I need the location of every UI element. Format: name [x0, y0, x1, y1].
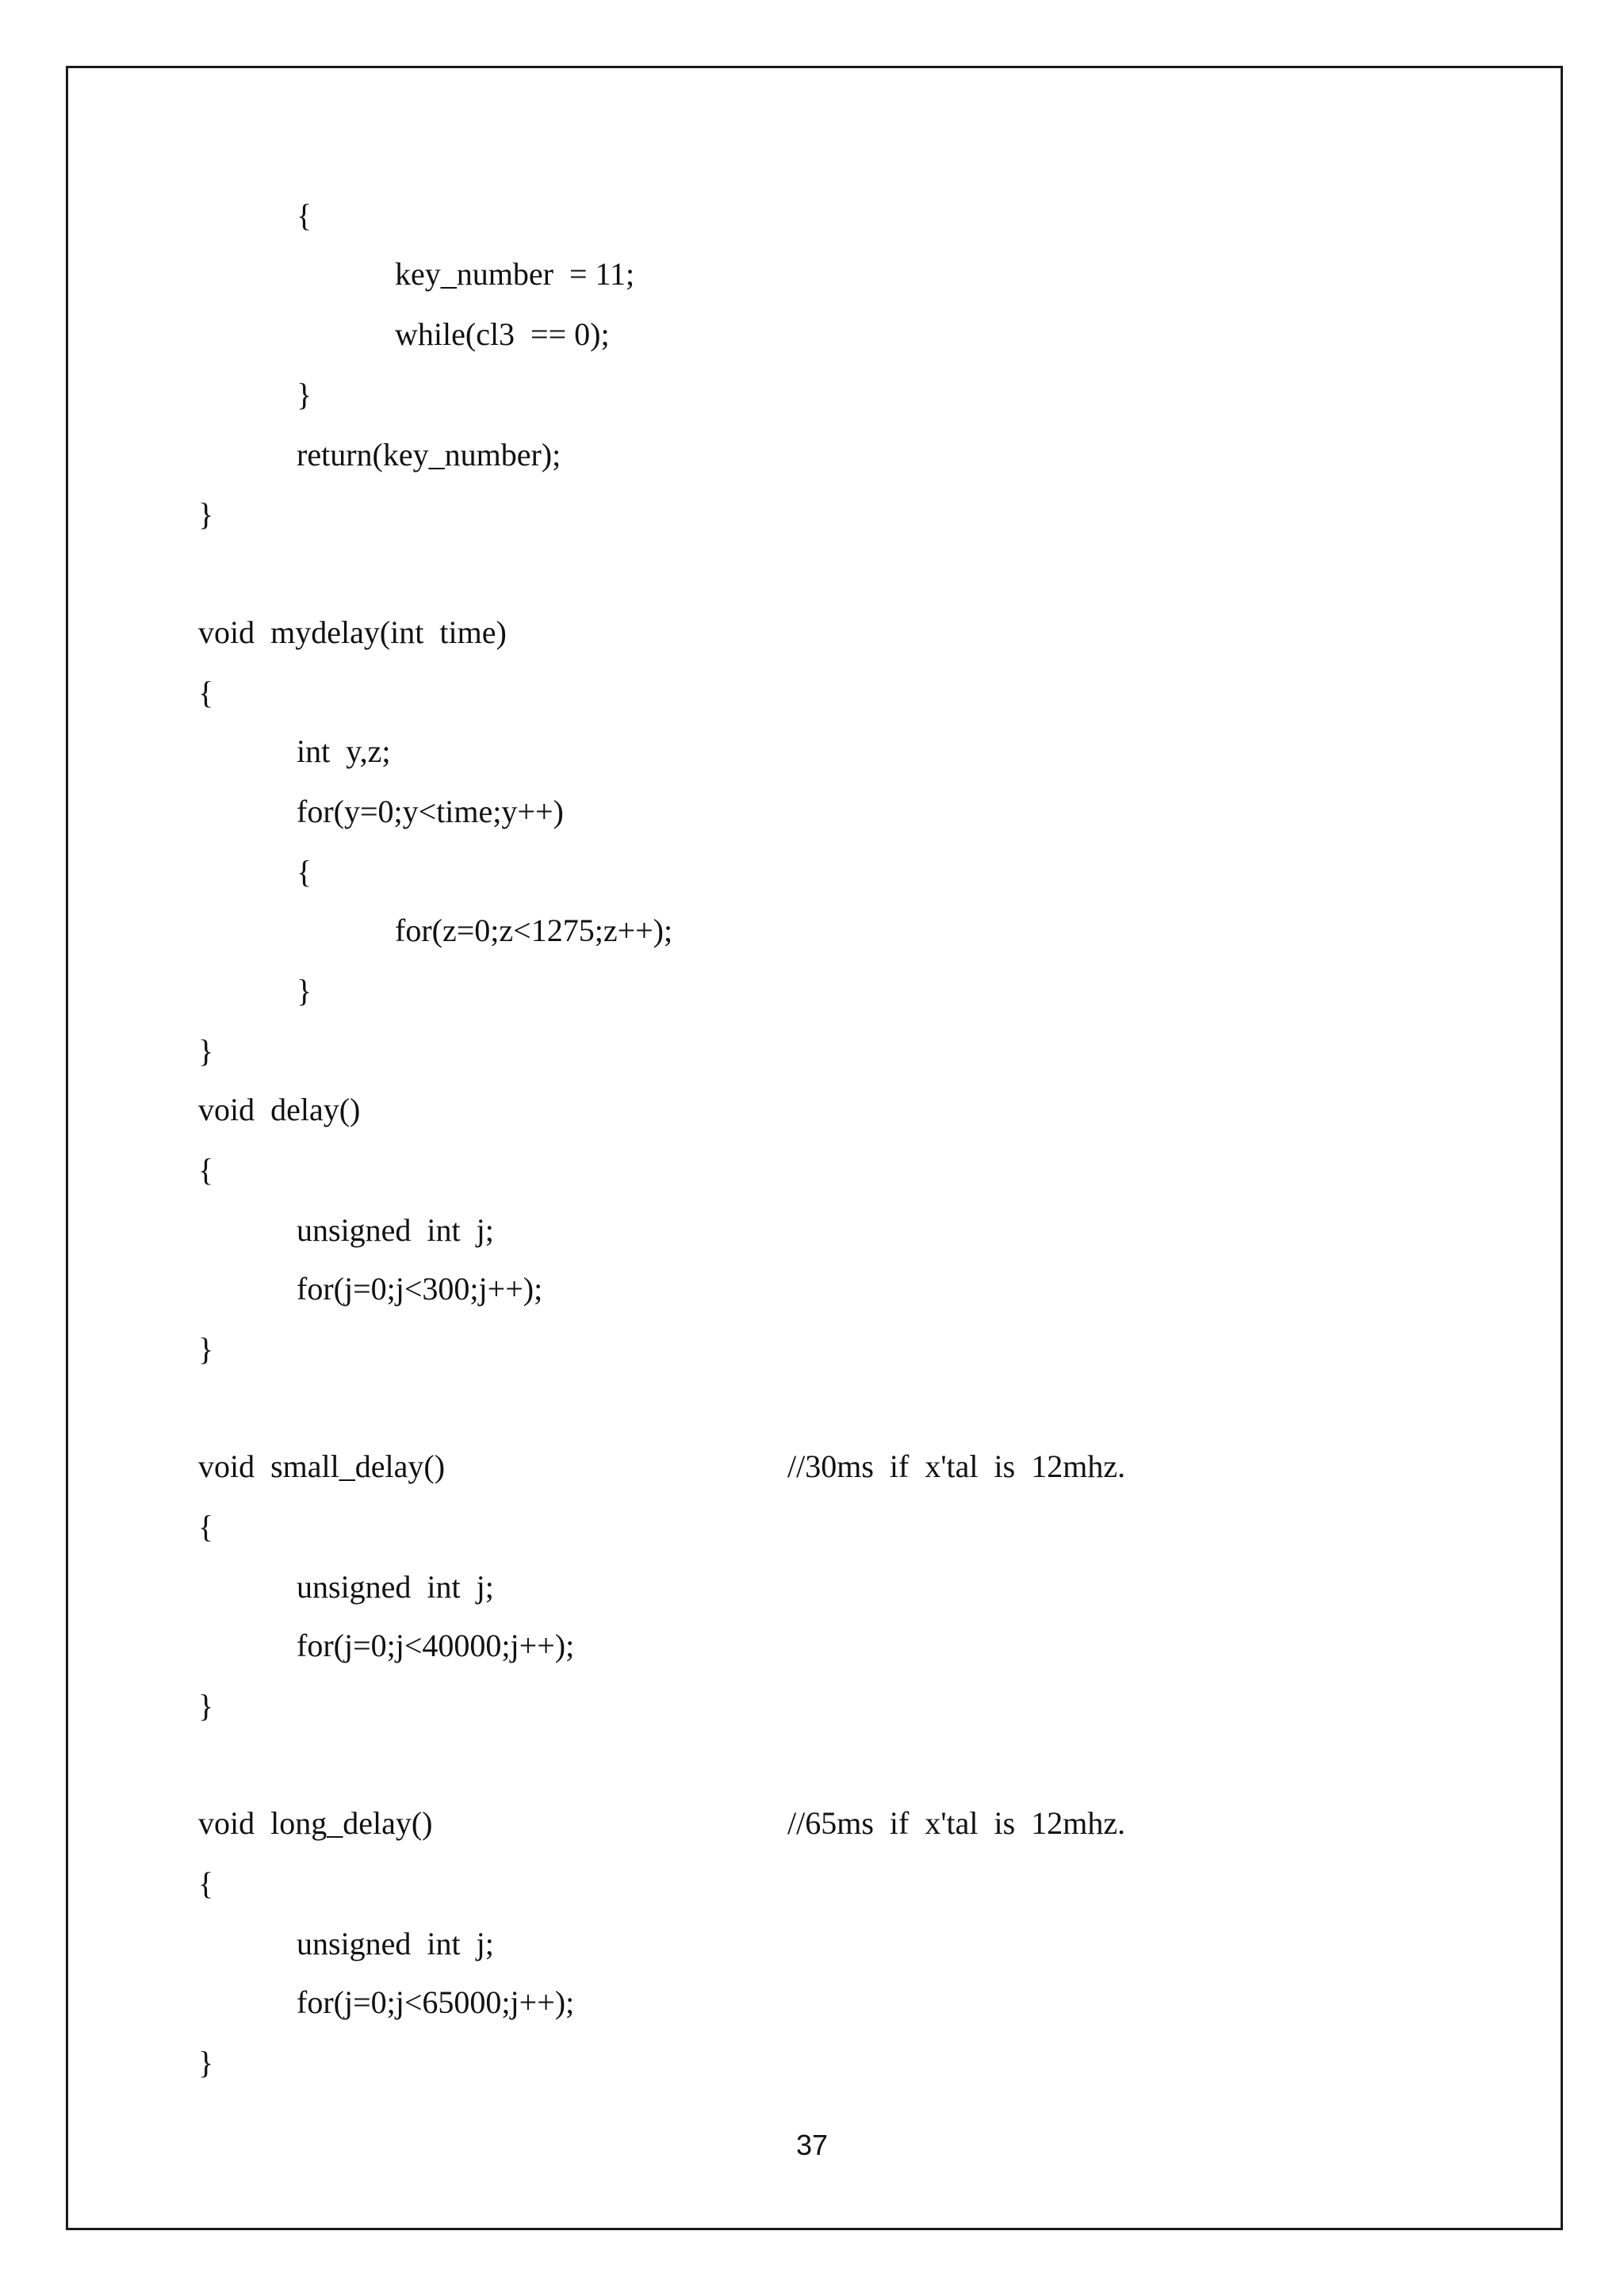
code-line: { [198, 1152, 214, 1188]
code-line: return(key_number); [297, 437, 561, 473]
code-line: void long_delay() [198, 1805, 433, 1841]
code-line: } [297, 377, 312, 412]
code-comment: //65ms if x'tal is 12mhz. [787, 1805, 1126, 1841]
code-line: for(j=0;j<300;j++); [297, 1271, 543, 1307]
code-line: { [297, 854, 312, 890]
code-line: { [198, 1509, 214, 1544]
code-line: unsigned int j; [297, 1926, 494, 1961]
code-line: unsigned int j; [297, 1212, 494, 1248]
code-line: for(y=0;y<time;y++) [297, 794, 564, 829]
code-line: int y,z; [297, 733, 391, 769]
code-line: key_number = 11; [395, 256, 635, 292]
code-line: for(j=0;j<65000;j++); [297, 1984, 575, 2020]
code-line: } [198, 1331, 214, 1367]
code-line: unsigned int j; [297, 1569, 494, 1605]
code-comment: //30ms if x'tal is 12mhz. [787, 1448, 1126, 1484]
code-line: void delay() [198, 1092, 361, 1127]
code-line: } [297, 973, 312, 1008]
page-border [66, 66, 1563, 2230]
code-line: void mydelay(int time) [198, 614, 507, 650]
code-line: while(cl3 == 0); [395, 316, 610, 352]
code-line: } [198, 1688, 214, 1724]
code-line: { [198, 675, 214, 710]
code-line: void small_delay() [198, 1448, 446, 1484]
page-number: 37 [795, 2129, 829, 2161]
code-line: for(z=0;z<1275;z++); [395, 913, 673, 948]
code-line: { [198, 1866, 214, 1901]
code-line: } [198, 1033, 214, 1069]
code-line: } [198, 496, 214, 532]
code-line: } [198, 2045, 214, 2080]
code-line: for(j=0;j<40000;j++); [297, 1628, 575, 1663]
code-line: { [297, 197, 312, 233]
